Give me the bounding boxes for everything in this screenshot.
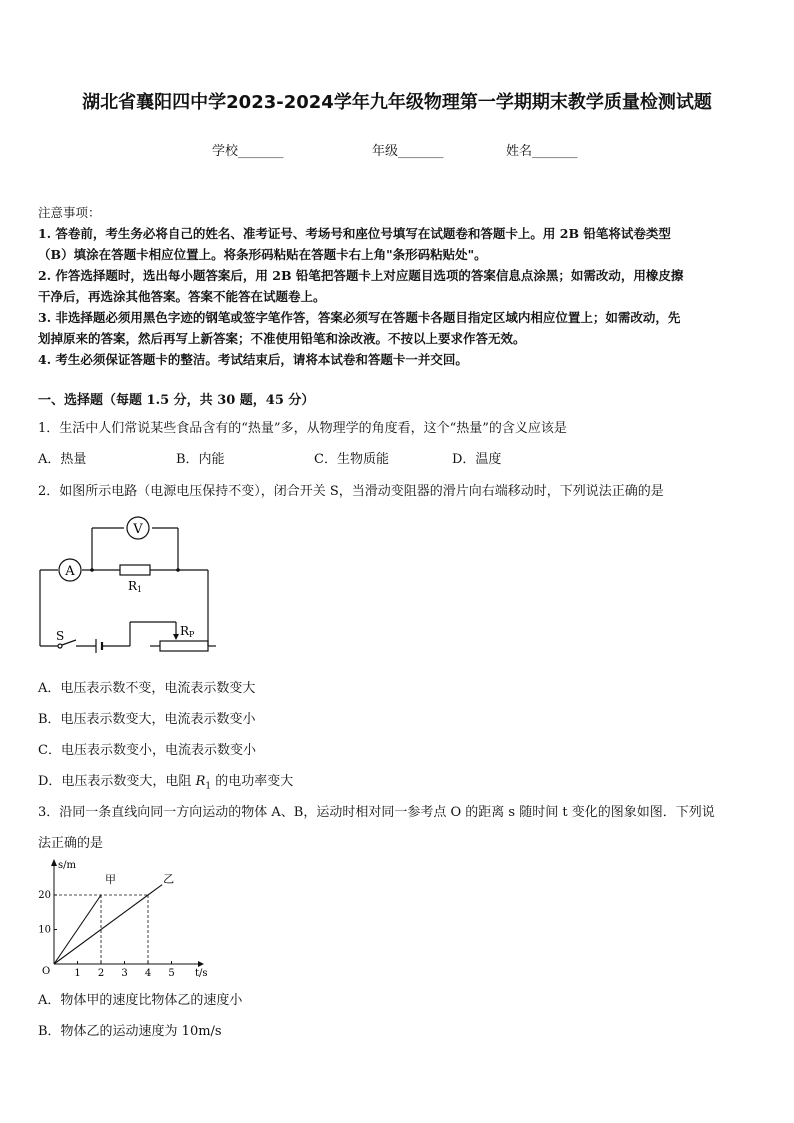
grade-field: 年级_______ — [372, 144, 444, 159]
note-1b: （B）填涂在答题卡相应位置上。将条形码粘贴在答题卡右上角"条形码粘贴处"。 — [38, 247, 487, 262]
q3-stem-line2: 法正确的是 — [38, 836, 104, 851]
series-line-1 — [54, 895, 101, 964]
origin-label: O — [42, 966, 51, 977]
x-axis-label: t/s — [195, 968, 208, 979]
x-tick-label: 4 — [144, 968, 152, 979]
series-label-2: 乙 — [163, 872, 175, 886]
x-tick-label: 5 — [168, 968, 175, 979]
x-tick-label: 1 — [74, 968, 81, 979]
switch-label: S — [56, 629, 65, 643]
note-3b: 划掉原来的答案，然后再写上新答案；不准使用铅笔和涂改液。不按以上要求作答无效。 — [38, 331, 526, 346]
y-axis-arrow — [51, 859, 57, 866]
st-graph — [38, 856, 210, 980]
y-axis-label: s/m — [58, 860, 76, 871]
note-2a: 2. 作答选择题时，选出每小题答案后，用 2B 铅笔把答题卡上对应题目选项的答案信息点涂黑；如需改动，用橡皮擦 — [38, 268, 684, 283]
q1-option-c: C．生物质能 — [314, 452, 389, 467]
series-label-1: 甲 — [105, 873, 116, 886]
voltmeter-label: V — [133, 522, 143, 537]
page-title: 湖北省襄阳四中学2023-2024学年九年级物理第一学期期末教学质量检测试题 — [82, 92, 712, 113]
y-tick-label: 20 — [38, 890, 51, 901]
note-4: 4. 考生必须保证答题卡的整洁。考试结束后，请将本试卷和答题卡一并交回。 — [38, 352, 468, 367]
q1-option-b: B．内能 — [176, 452, 225, 467]
q3-option-b: B．物体乙的运动速度为 10m/s — [38, 1024, 222, 1039]
q3-stem-line1: 3．沿同一条直线向同一方向运动的物体 A、B，运动时相对同一参考点 O 的距离 s 随时间 t 变化的图象如图．下列说 — [38, 805, 715, 820]
q2-option-c: C．电压表示数变小，电流表示数变小 — [38, 743, 256, 758]
school-field: 学校_______ — [212, 144, 284, 159]
x-tick-label: 2 — [97, 968, 105, 979]
note-1a: 1. 答卷前，考生务必将自己的姓名、准考证号、考场号和座位号填写在试题卷和答题卡上。用 2B 铅笔将试卷类型 — [38, 226, 671, 241]
q2-option-a: A．电压表示数不变，电流表示数变大 — [38, 681, 256, 696]
x-tick-label: 3 — [121, 968, 128, 979]
q1-stem: 1．生活中人们常说某些食品含有的“热量”多，从物理学的角度看，这个“热量”的含义应该是 — [38, 421, 567, 436]
q2-option-b: B．电压表示数变大，电流表示数变小 — [38, 712, 256, 727]
ammeter-label: A — [65, 564, 75, 579]
note-2b: 干净后，再选涂其他答案。答案不能答在试题卷上。 — [38, 289, 326, 304]
q1-option-a: A．热量 — [38, 452, 87, 467]
series-line-2 — [54, 885, 162, 964]
x-axis-arrow — [198, 961, 204, 967]
name-field: 姓名_______ — [506, 144, 578, 159]
rp-label: RP — [180, 624, 195, 639]
q2-stem: 2．如图所示电路（电源电压保持不变），闭合开关 S，当滑动变阻器的滑片向右端移动时，下列说法正确的是 — [38, 484, 664, 499]
note-3a: 3. 非选择题必须用黑色字迹的钢笔或签字笔作答，答案必须写在答题卡各题目指定区域内相应位置上；如需改动，先 — [38, 310, 681, 325]
circuit-diagram — [30, 512, 220, 662]
q2-option-d: D．电压表示数变大，电阻 $R_1$ 的电功率变大 — [38, 774, 294, 792]
notes-heading: 注意事项： — [38, 205, 101, 220]
section-heading: 一、选择题（每题 1.5 分，共 30 题，45 分） — [38, 393, 315, 408]
y-tick-label: 10 — [38, 924, 51, 936]
r1-label: R1 — [128, 579, 143, 594]
q3-option-a: A．物体甲的速度比物体乙的速度小 — [38, 993, 243, 1008]
q1-option-d: D．温度 — [452, 452, 502, 467]
